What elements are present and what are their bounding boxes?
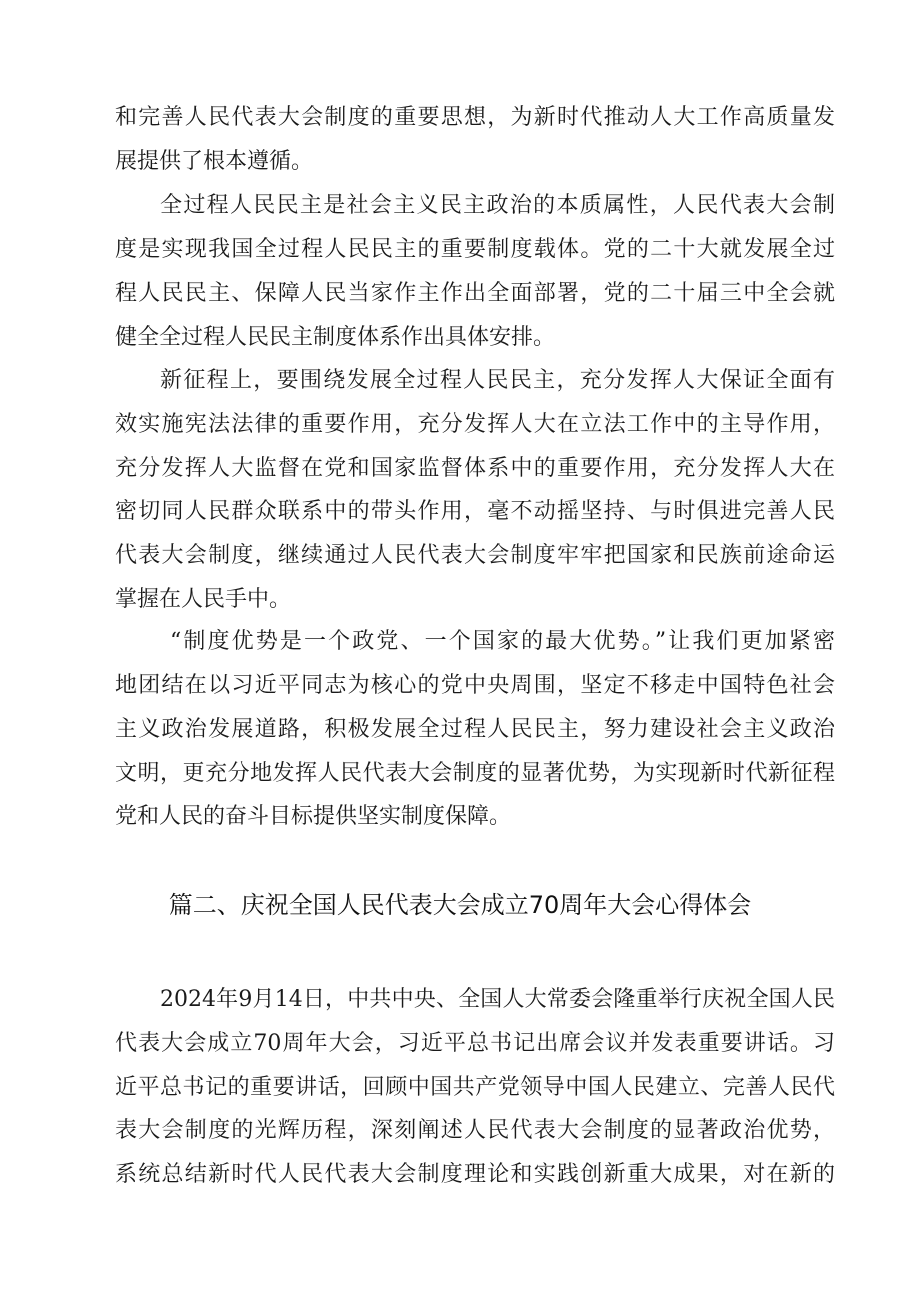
paragraph-line: 代表大会成立70周年大会，习近平总书记出席会议并发表重要讲话。习 [115,1031,835,1056]
paragraph-line: 2024年9月14日，中共中央、全国人大常委会隆重举行庆祝全国人民 [160,987,835,1012]
paragraph-line: 文明，更充分地发挥人民代表大会制度的显著优势，为实现新时代新征程 [115,761,835,786]
paragraph-line: 健全全过程人民民主制度体系作出具体安排。 [115,325,556,350]
paragraph-line: 度是实现我国全过程人民民主的重要制度载体。党的二十大就发展全过 [115,237,835,262]
paragraph-line: 程人民民主、保障人民当家作主作出全面部署，党的二十届三中全会就 [115,281,835,306]
paragraph-line: 全过程人民民主是社会主义民主政治的本质属性，人民代表大会制 [160,193,835,218]
paragraph-line: “制度优势是一个政党、一个国家的最大优势。”让我们更加紧密 [170,629,835,654]
paragraph-line: 近平总书记的重要讲话，回顾中国共产党领导中国人民建立、完善人民代 [115,1075,835,1100]
paragraph-line: 展提供了根本遵循。 [115,149,314,174]
paragraph-line: 地团结在以习近平同志为核心的党中央周围，坚定不移走中国特色社会 [115,673,835,698]
paragraph-line: 和完善人民代表大会制度的重要思想，为新时代推动人大工作高质量发 [115,105,835,130]
paragraph-line: 充分发挥人大监督在党和国家监督体系中的重要作用，充分发挥人大在 [115,456,835,481]
paragraph-line: 表大会制度的光辉历程，深刻阐述人民代表大会制度的显著政治优势， [115,1118,835,1143]
paragraph-line: 代表大会制度，继续通过人民代表大会制度牢牢把国家和民族前途命运 [115,543,835,568]
paragraph-line: 掌握在人民手中。 [115,587,292,612]
section-heading: 篇二、庆祝全国人民代表大会成立70周年大会心得体会 [168,891,752,919]
paragraph-line: 系统总结新时代人民代表大会制度理论和实践创新重大成果，对在新的 [115,1162,835,1187]
paragraph-line: 密切同人民群众联系中的带头作用，毫不动摇坚持、与时俱进完善人民 [115,499,835,524]
paragraph-line: 新征程上，要围绕发展全过程人民民主，充分发挥人大保证全面有 [160,368,835,393]
paragraph-line: 主义政治发展道路，积极发展全过程人民民主，努力建设社会主义政治 [115,717,835,742]
paragraph-line: 效实施宪法法律的重要作用，充分发挥人大在立法工作中的主导作用， [115,412,835,437]
paragraph-line: 党和人民的奋斗目标提供坚实制度保障。 [115,804,512,829]
